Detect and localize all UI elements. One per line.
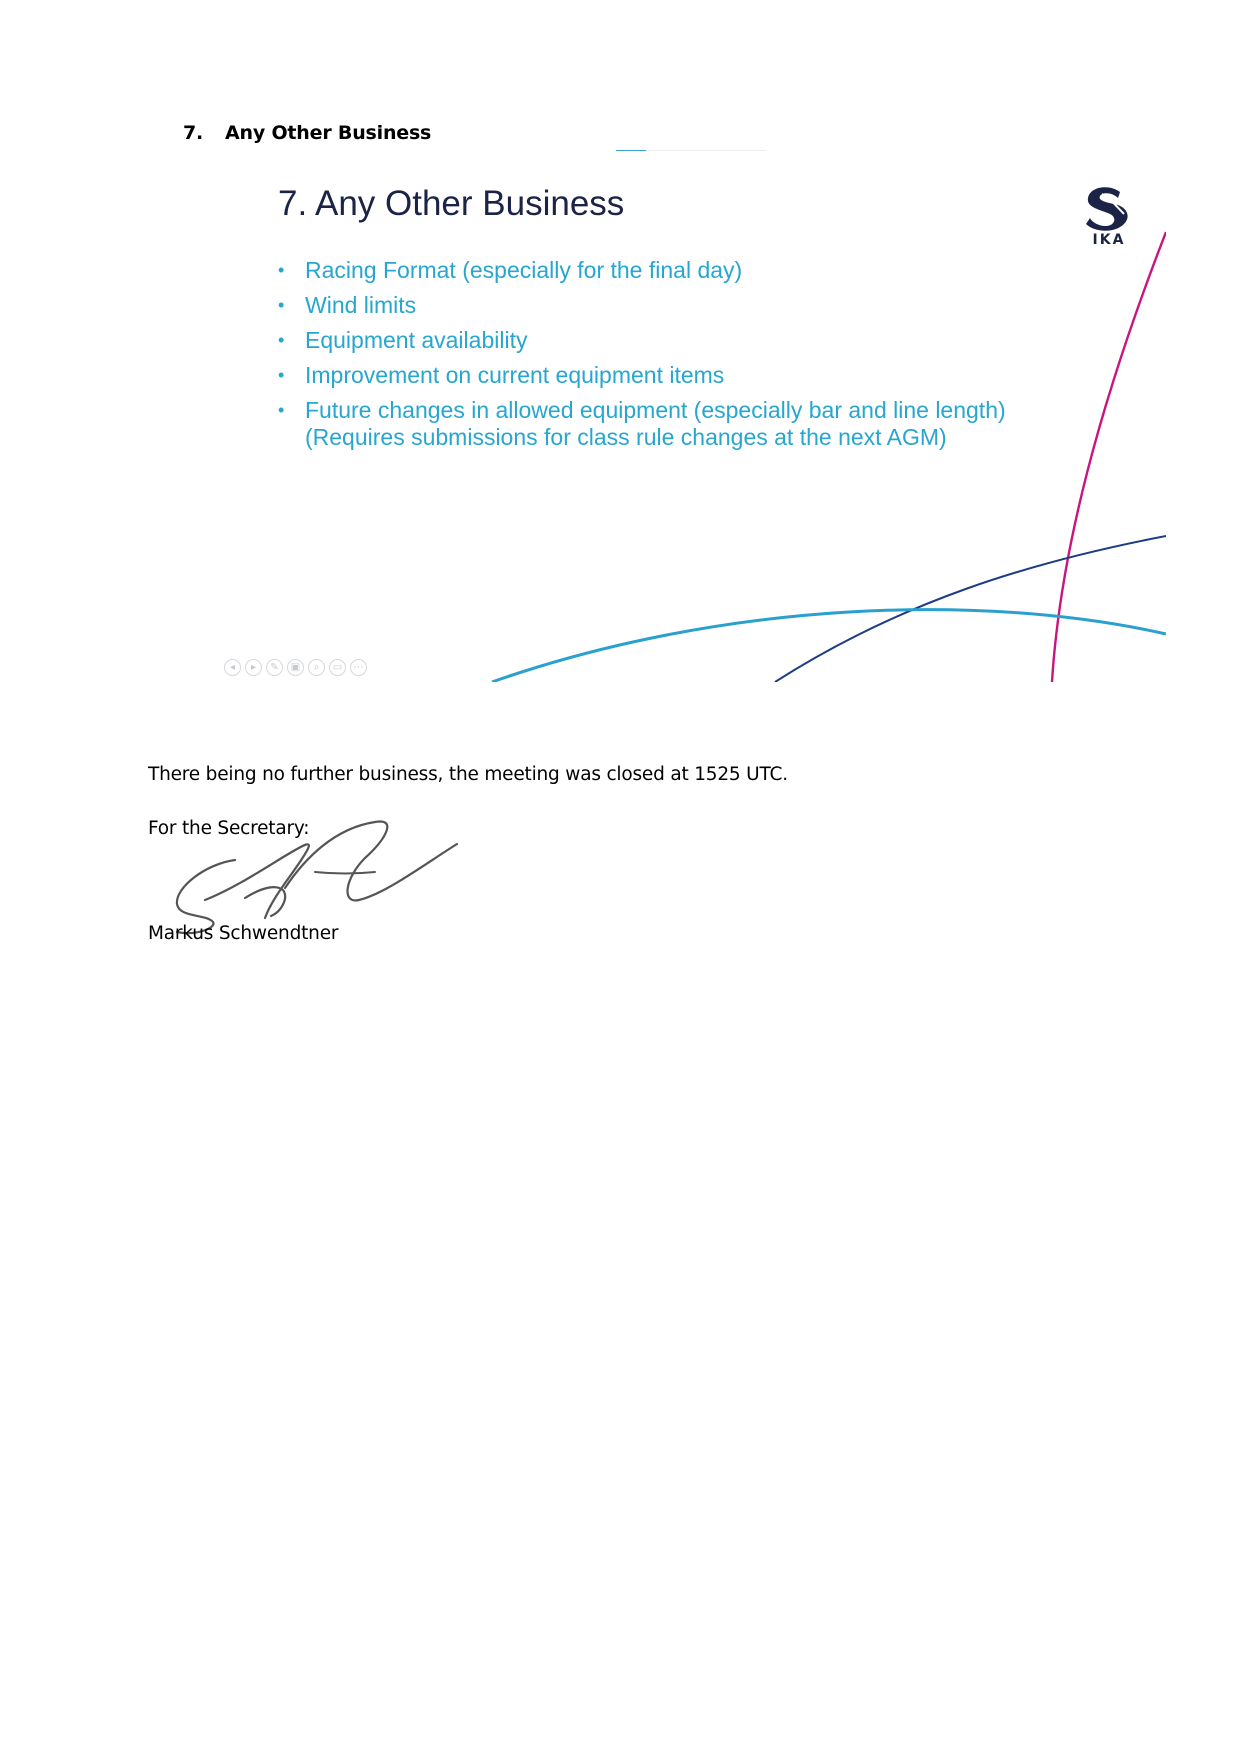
bullet-text: Wind limits [305, 292, 417, 318]
bullet-item-continuation [278, 424, 1006, 451]
section-number: 7. [183, 122, 204, 144]
slide-bullet-list [278, 257, 1006, 459]
bullet-dot-icon: • [278, 400, 285, 420]
next-icon[interactable]: ▸ [245, 659, 262, 676]
bullet-text: Equipment availability [305, 327, 528, 353]
bullet-text: (Requires submissions for class rule changes at the next AGM) [305, 424, 947, 450]
section-heading [183, 122, 431, 144]
prev-icon[interactable]: ◂ [224, 659, 241, 676]
closing-paragraph: There being no further business, the meeting was closed at 1525 UTC. [148, 764, 788, 785]
ika-logo-icon [1080, 184, 1138, 246]
bullet-dot-icon: • [278, 365, 285, 385]
zoom-icon[interactable]: ⌕ [308, 659, 325, 676]
screen-icon[interactable]: ▭ [329, 659, 346, 676]
slide-top-divider-accent [616, 150, 646, 151]
bullet-text: Racing Format (especially for the final day) [305, 257, 743, 283]
bullet-dot-icon: • [278, 330, 285, 350]
bullet-item [278, 292, 1006, 319]
bullet-dot-icon: • [278, 260, 285, 280]
slide-navigation-controls [224, 659, 367, 676]
bullet-item [278, 327, 1006, 354]
bullet-item [278, 397, 1006, 424]
bullet-item [278, 362, 1006, 389]
signer-name: Markus Schwendtner [148, 923, 339, 944]
more-icon[interactable]: ⋯ [350, 659, 367, 676]
slide-title: 7. Any Other Business [278, 184, 625, 223]
embedded-slide [200, 152, 1166, 682]
bullet-dot-icon: • [278, 295, 285, 315]
for-secretary-label: For the Secretary: [148, 818, 310, 839]
bullet-text: Future changes in allowed equipment (especially bar and line length) [305, 397, 1006, 423]
svg-text:IKA: IKA [1092, 232, 1126, 246]
bullet-text: Improvement on current equipment items [305, 362, 725, 388]
magenta-curve [1052, 232, 1166, 682]
pen-icon[interactable]: ✎ [266, 659, 283, 676]
copy-icon[interactable]: ▣ [287, 659, 304, 676]
section-title: Any Other Business [225, 122, 432, 144]
bullet-item [278, 257, 1006, 284]
cyan-curve [492, 610, 1166, 682]
handwritten-signature [165, 808, 465, 938]
